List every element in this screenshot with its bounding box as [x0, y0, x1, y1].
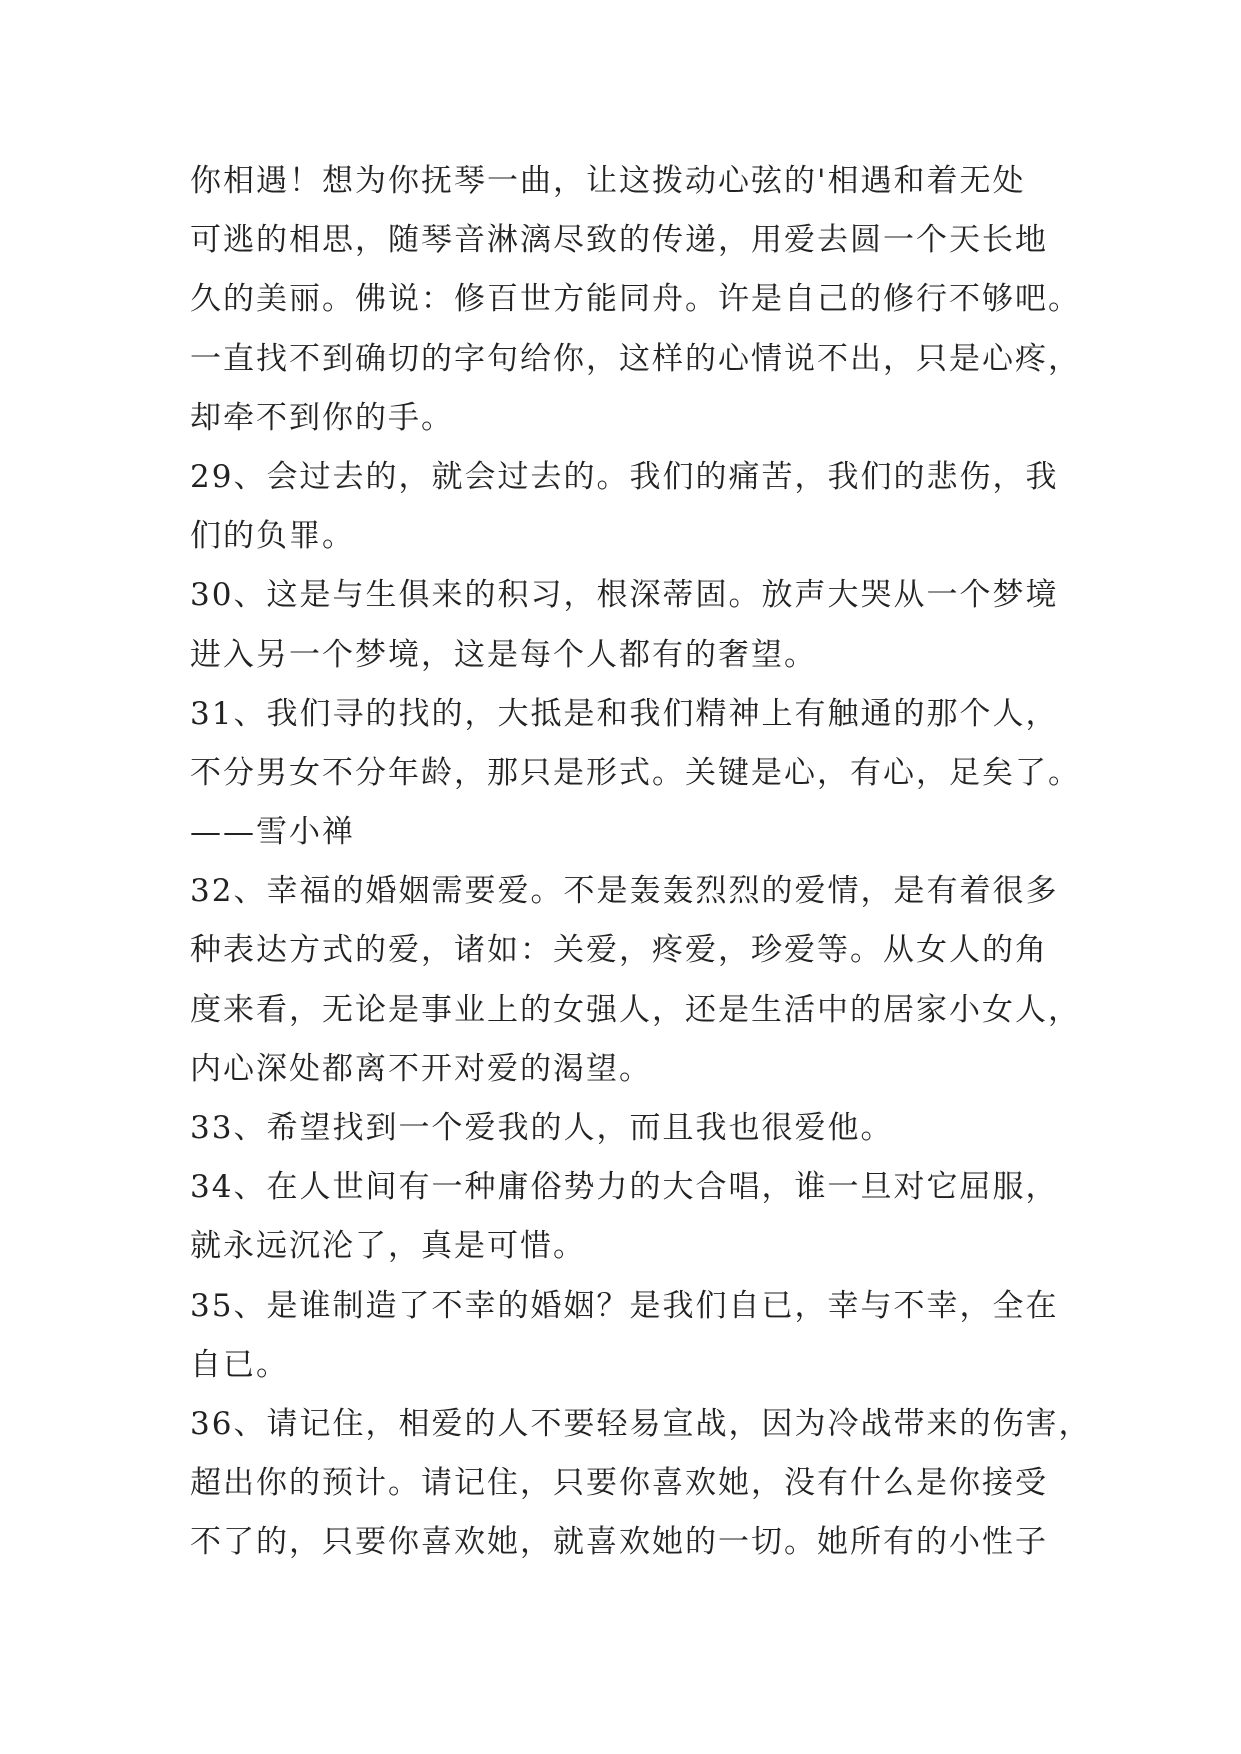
text-line: 你相遇！想为你抚琴一曲，让这拨动心弦的'相遇和着无处 — [190, 163, 1026, 199]
text-line: 可逃的相思，随琴音淋漓尽致的传递，用爱去圆一个天长地 — [190, 222, 1048, 259]
text-line: ——雪小禅 — [190, 814, 355, 851]
text-line: 却牵不到你的手。 — [190, 399, 454, 436]
text-line: 30、这是与生俱来的积习，根深蒂固。放声大哭从一个梦境 — [190, 577, 1059, 614]
text-line: 久的美丽。佛说：修百世方能同舟。许是自己的修行不够吧。 — [190, 281, 1081, 318]
text-line: 一直找不到确切的字句给你，这样的心情说不出，只是心疼， — [190, 340, 1081, 377]
text-line: 内心深处都离不开对爱的渴望。 — [190, 1050, 652, 1087]
text-line: 种表达方式的爱，诸如：关爱，疼爱，珍爱等。从女人的角 — [190, 932, 1048, 969]
text-line: 31、我们寻的找的，大抵是和我们精神上有触通的那个人， — [190, 695, 1059, 732]
text-line: 34、在人世间有一种庸俗势力的大合唱，谁一旦对它屈服， — [190, 1169, 1059, 1206]
text-line: 33、希望找到一个爱我的人，而且我也很爱他。 — [190, 1110, 894, 1146]
text-line: 不分男女不分年龄，那只是形式。关键是心，有心，足矣了。 — [190, 754, 1081, 791]
text-line: 35、是谁制造了不幸的婚姻？是我们自已，幸与不幸，全在 — [190, 1287, 1059, 1324]
text-line: 不了的，只要你喜欢她，就喜欢她的一切。她所有的小性子 — [190, 1524, 1048, 1561]
text-line: 超出你的预计。请记住，只要你喜欢她，没有什么是你接受 — [190, 1465, 1048, 1502]
text-line: 们的负罪。 — [190, 518, 355, 555]
text-line: 进入另一个梦境，这是每个人都有的奢望。 — [190, 636, 817, 673]
text-line: 36、请记住，相爱的人不要轻易宣战，因为冷战带来的伤害， — [190, 1405, 1092, 1442]
document-body — [190, 152, 1092, 1573]
text-line: 32、幸福的婚姻需要爱。不是轰轰烈烈的爱情，是有着很多 — [190, 873, 1059, 910]
text-line: 度来看，无论是事业上的女强人，还是生活中的居家小女人， — [190, 991, 1081, 1028]
text-line: 自已。 — [190, 1346, 289, 1383]
text-line: 29、会过去的，就会过去的。我们的痛苦，我们的悲伤，我 — [190, 458, 1059, 495]
text-line: 就永远沉沦了，真是可惜。 — [190, 1228, 586, 1265]
